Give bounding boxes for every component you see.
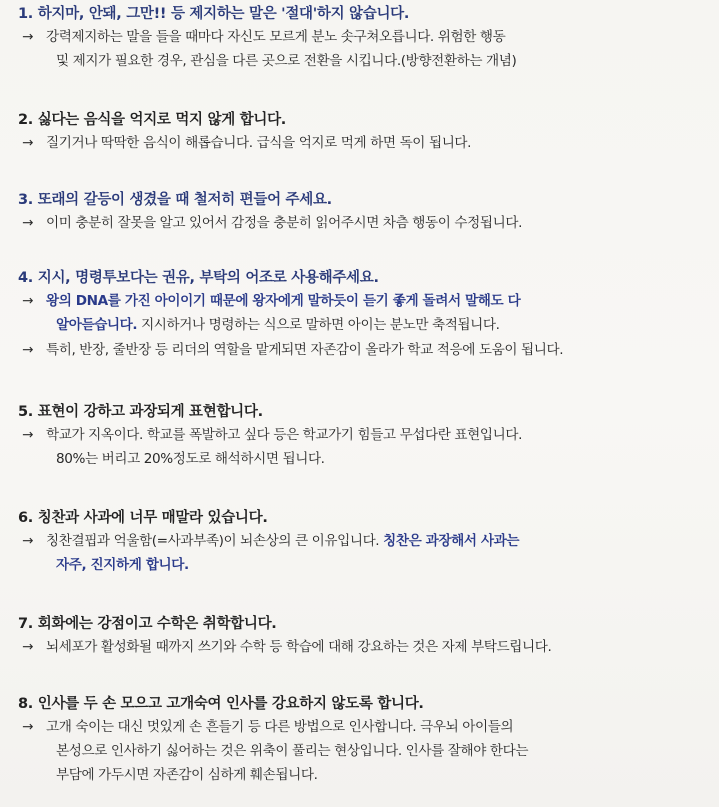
item-3 bbox=[18, 190, 710, 236]
item-8-heading: 8. 인사를 두 손 모으고 고개숙여 인사를 강요하지 않도록 합니다. bbox=[18, 696, 424, 712]
arrow-icon: → bbox=[22, 342, 33, 358]
arrow-icon: → bbox=[22, 215, 33, 231]
arrow-icon: → bbox=[22, 427, 33, 443]
item-2-heading: 2. 싫다는 음식을 억지로 먹지 않게 합니다. bbox=[18, 112, 287, 128]
item-5-line-2: 80%는 버리고 20%정도로 해석하시면 됩니다. bbox=[56, 451, 325, 467]
item-3-line-1: → 이미 충분히 잘못을 알고 있어서 감정을 충분히 읽어주시면 차츰 행동이 수정됩니다. bbox=[18, 210, 710, 236]
item-8-line-3: 부담에 가두시면 자존감이 심하게 훼손됩니다. bbox=[56, 767, 318, 783]
item-1 bbox=[18, 4, 710, 74]
item-4-heading: 4. 지시, 명령투보다는 권유, 부탁의 어조로 사용해주세요. bbox=[18, 270, 379, 286]
arrow-icon: → bbox=[22, 293, 33, 309]
arrow-icon: → bbox=[22, 533, 33, 549]
arrow-icon: → bbox=[22, 639, 33, 655]
item-2-line-1: → 질기거나 딱딱한 음식이 해롭습니다. 급식을 억지로 먹게 하면 독이 됩니다. bbox=[18, 130, 710, 156]
item-1-line-2: 및 제지가 필요한 경우, 관심을 다른 곳으로 전환을 시킵니다.(방향전환하는 개념) bbox=[56, 53, 517, 69]
item-8-line-2: 본성으로 인사하기 싫어하는 것은 위축이 풀리는 현상입니다. 인사를 잘해야 한다는 bbox=[56, 743, 529, 759]
item-7-heading: 7. 회화에는 강점이고 수학은 취학합니다. bbox=[18, 616, 277, 632]
item-8-line-1: → 고개 숙이는 대신 멋있게 손 흔들기 등 다른 방법으로 인사합니다. 극우뇌 아이들의 bbox=[18, 714, 710, 740]
item-6-line-1: → 칭찬결핍과 억울함(=사과부족)이 뇌손상의 큰 이유입니다. 칭찬은 과장해서 사과는 bbox=[18, 528, 710, 554]
arrow-icon: → bbox=[22, 29, 33, 45]
item-5-heading: 5. 표현이 강하고 과장되게 표현합니다. bbox=[18, 404, 263, 420]
arrow-icon: → bbox=[22, 135, 33, 151]
item-4-line-2: 알아듣습니다. 지시하거나 명령하는 식으로 말하면 아이는 분노만 축적됩니다. bbox=[56, 317, 500, 333]
arrow-icon: → bbox=[22, 719, 33, 735]
item-5-line-1: → 학교가 지옥이다. 학교를 폭발하고 싶다 등은 학교가기 힘들고 무섭다란 표현입니다. bbox=[18, 422, 710, 448]
item-6-heading: 6. 칭찬과 사과에 너무 매말라 있습니다. bbox=[18, 510, 268, 526]
item-8 bbox=[18, 694, 710, 788]
item-2 bbox=[18, 110, 710, 156]
item-5 bbox=[18, 402, 710, 472]
item-6-line-2: 자주, 진지하게 합니다. bbox=[56, 557, 189, 573]
item-3-heading: 3. 또래의 갈등이 생겼을 때 철저히 편들어 주세요. bbox=[18, 192, 332, 208]
item-4 bbox=[18, 268, 710, 363]
item-1-line-1: → 강력제지하는 말을 들을 때마다 자신도 모르게 분노 솟구쳐오릅니다. 위험한 행동 bbox=[18, 24, 710, 50]
item-1-heading: 1. 하지마, 안돼, 그만!! 등 제지하는 말은 '절대'하지 않습니다. bbox=[18, 6, 410, 22]
item-4-line-1: → 왕의 DNA를 가진 아이이기 때문에 왕자에게 말하듯이 듣기 좋게 돌려서 말해도 다 bbox=[18, 288, 710, 314]
item-4-line-3: → 특히, 반장, 줄반장 등 리더의 역할을 맡게되면 자존감이 올라가 학교 적응에 도움이 됩니다. bbox=[18, 337, 710, 363]
item-7-line-1: → 뇌세포가 활성화될 때까지 쓰기와 수학 등 학습에 대해 강요하는 것은 자제 부탁드립니다. bbox=[18, 634, 710, 660]
item-7 bbox=[18, 614, 710, 660]
item-6 bbox=[18, 508, 710, 578]
